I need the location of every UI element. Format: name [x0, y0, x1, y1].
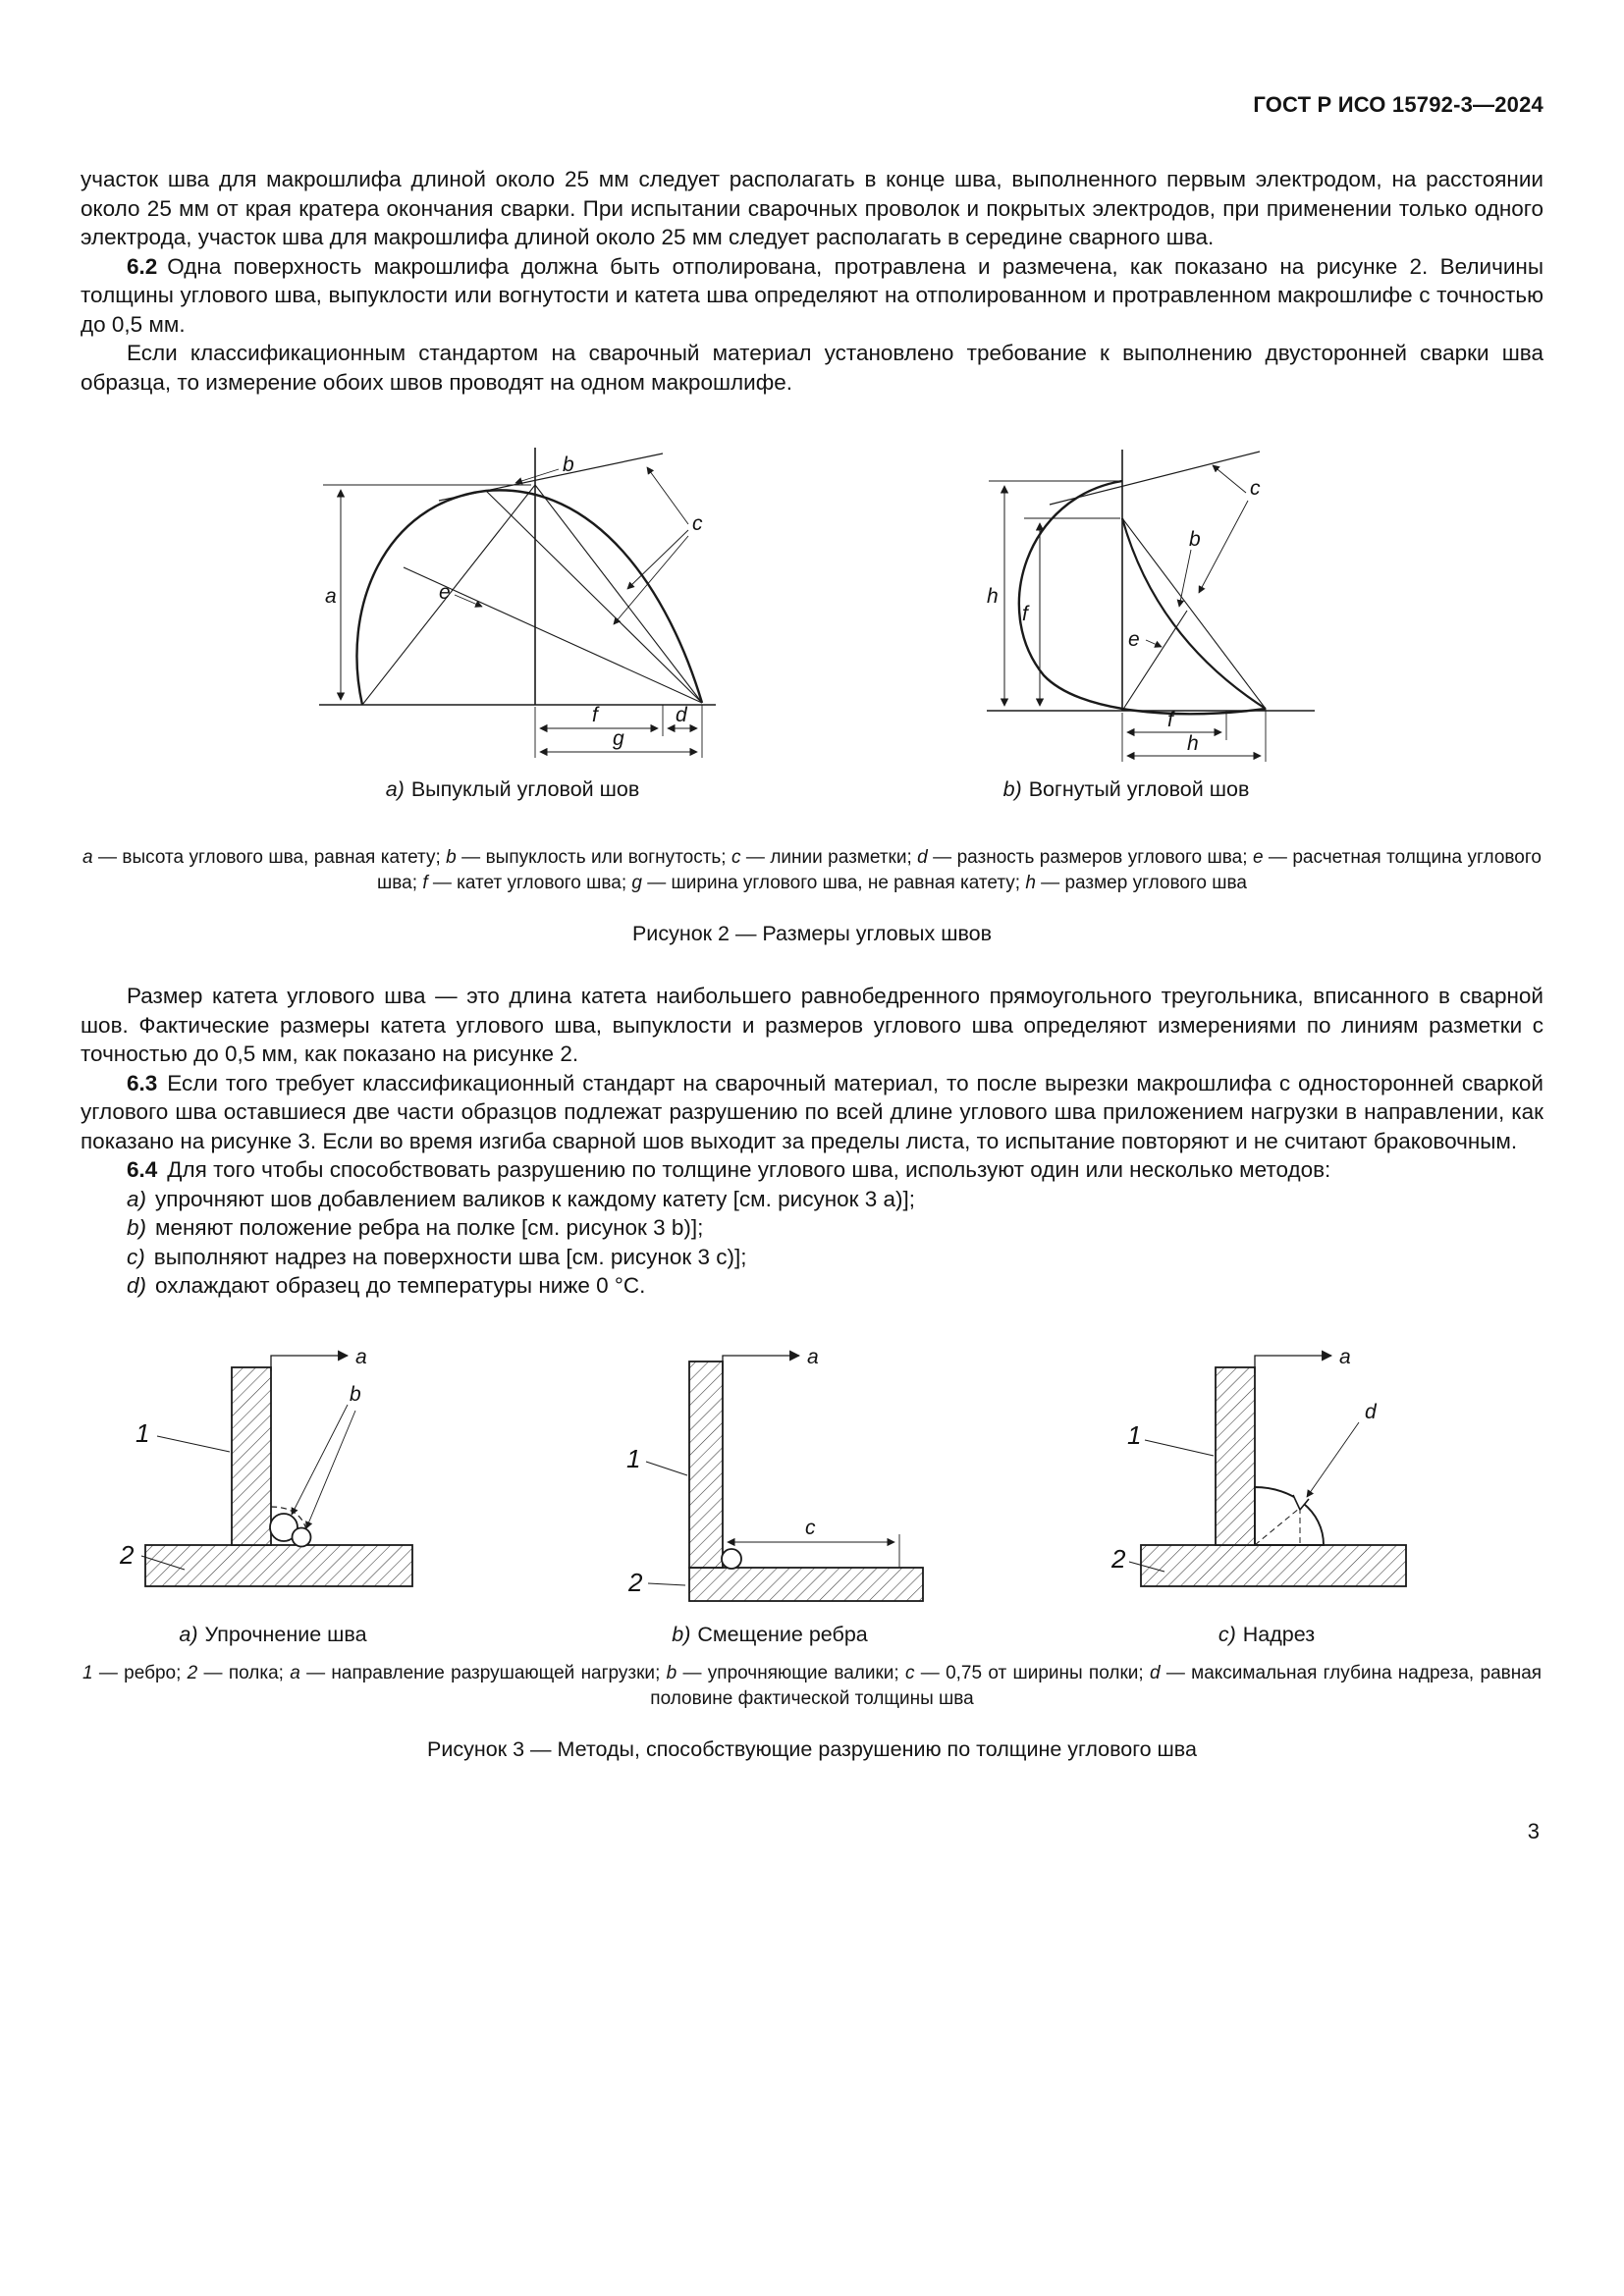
dim-label-b: b — [563, 454, 574, 476]
legend-item: 1 — ребро; — [82, 1662, 188, 1683]
plate-lines — [319, 448, 716, 705]
part-label-2: 2 — [628, 1567, 643, 1597]
legend-item: f — катет углового шва; — [422, 873, 632, 893]
dim-label-c: c — [1250, 477, 1261, 500]
fig3-title: Рисунок 3 — Методы, способствующие разрушению по толщине углового шва — [427, 1736, 1197, 1761]
legend-item: 2 — полка; — [187, 1662, 291, 1683]
dimension-lines — [989, 481, 1266, 762]
dimension-c — [728, 1534, 899, 1568]
fig2-captions — [81, 777, 1543, 802]
dim-label-c: c — [692, 512, 703, 535]
list-item-d: d) охлаждают образец до температуры ниже 0 °С. — [127, 1273, 646, 1298]
leader-lines — [646, 1462, 687, 1585]
dim-label-f: f — [592, 704, 598, 726]
caption-key: c) — [1218, 1622, 1236, 1646]
fig3-diagram-reinforcement — [106, 1342, 440, 1617]
caption-text: Упрочнение шва — [204, 1622, 367, 1646]
weld-beads — [270, 1507, 311, 1547]
clause-number: 6.4 — [127, 1157, 158, 1182]
dim-label-e: e — [439, 581, 451, 604]
caption-key: b) — [1002, 777, 1022, 801]
legend-item: c — линии разметки; — [731, 847, 918, 868]
legend-item: d — максимальная глубина надреза, равная половине фактической толщины шва — [650, 1662, 1543, 1709]
fig2-diagram-convex-weld — [301, 442, 724, 766]
legend-item: d — разность размеров углового шва; — [917, 847, 1253, 868]
dim-label-b: b — [350, 1382, 361, 1406]
fig2-diagram-concave-weld — [930, 442, 1323, 766]
fig3-diagram-notch — [1100, 1342, 1434, 1617]
scribe-lines — [362, 485, 702, 705]
load-arrow — [271, 1356, 348, 1371]
clause-6-4 — [81, 1155, 1543, 1185]
methods-list — [81, 1185, 1543, 1301]
load-arrow — [1255, 1356, 1331, 1373]
caption-text: Надрез — [1242, 1622, 1316, 1646]
clause-6-3 — [81, 1069, 1543, 1156]
legend-item: a — направление разрушающей нагрузки; — [290, 1662, 667, 1683]
legend-item: g — ширина углового шва, не равная катету; — [631, 873, 1026, 893]
weld-outline — [356, 490, 702, 705]
dim-label-c: c — [805, 1516, 816, 1539]
fig2-caption-a — [301, 777, 724, 802]
dim-label-f: f — [1022, 603, 1028, 625]
clause-6-2 — [81, 252, 1543, 340]
dim-label-a: a — [325, 585, 337, 608]
body-paragraph-1: участок шва для макрошлифа длиной около 25 мм следует располагать в конце шва, выполненного первым электродом, на расстоянии около 25 мм от края кратера окончания сварки. При испытании сварочных проволок и покрытых электродов, при применении только одного электрода, участок шва для макрошлифа длиной около 25 мм следует располагать в середине сварного шва. — [81, 167, 1543, 249]
body-paragraph-2: Если классификационным стандартом на сварочный материал установлено требование к выполнению двусторонней сварки шва образца, то измерение обоих швов проводят на одном макрошлифе. — [81, 341, 1543, 395]
dim-label-a: a — [1339, 1345, 1351, 1368]
dim-label-h: h — [987, 585, 999, 608]
weld-bead — [722, 1549, 741, 1569]
part-label-2: 2 — [120, 1539, 135, 1570]
page-number: 3 — [1527, 1818, 1540, 1843]
legend-item: e — расчетная толщина углового шва; — [377, 847, 1542, 893]
dim-label-a: a — [355, 1345, 367, 1368]
fig2-caption-b — [930, 777, 1323, 802]
plate-lines — [987, 450, 1315, 711]
dim-label-a: a — [807, 1345, 819, 1368]
clause-number: 6.3 — [127, 1070, 158, 1095]
dimension-lines — [323, 485, 702, 758]
leader-lines — [1146, 465, 1248, 647]
caption-key: b) — [672, 1622, 691, 1646]
fig3-diagram-rib-offset — [603, 1342, 937, 1617]
dim-label-e: e — [1128, 628, 1140, 651]
caption-key: a) — [179, 1622, 198, 1646]
part-label-1: 1 — [1127, 1419, 1142, 1450]
clause-text: Если того требует классификационный стандарт на сварочный материал, то после вырезки макрошлифа с односторонней сваркой углового шва оставшиеся две части образцов подлежат разрушению по всей длине углового шва приложением нагрузки в направлении, как показано на рисунке 3. Если во время изгиба сварной шов выходит за пределы листа, то испытание повторяют и не считают браковочным. — [81, 1070, 1543, 1153]
caption-text: Смещение ребра — [697, 1622, 868, 1646]
caption-text: Вогнутый угловой шов — [1028, 777, 1250, 801]
fig3-caption-c — [1100, 1623, 1434, 1647]
clause-text: Одна поверхность макрошлифа должна быть отполирована, протравлена и размечена, как показано на рисунке 2. Величины толщины углового шва, выпуклости или вогнутости и катета шва определяют на отполированном и протравленном макрошлифе с точностью до 0,5 мм. — [81, 253, 1543, 337]
clause-text: Для того чтобы способствовать разрушению по толщине углового шва, используют один или несколько методов: — [167, 1157, 1331, 1182]
load-arrow — [723, 1356, 799, 1373]
doc-code: ГОСТ Р ИСО 15792-3—2024 — [1253, 92, 1543, 117]
fig3-caption-a — [106, 1623, 440, 1647]
caption-text: Выпуклый угловой шов — [410, 777, 640, 801]
legend-item: a — высота углового шва, равная катету; — [82, 847, 447, 868]
weld-bead-with-notch — [1255, 1487, 1324, 1545]
legend-item: h — размер углового шва — [1025, 873, 1247, 893]
dim-label-g: g — [613, 727, 624, 750]
dim-label-d: d — [676, 704, 687, 726]
legend-item: b — упрочняющие валики; — [666, 1662, 905, 1683]
legend-item: c — 0,75 от ширины полки; — [904, 1662, 1150, 1683]
fig3-captions — [81, 1623, 1543, 1647]
plates — [145, 1367, 412, 1586]
part-label-1: 1 — [135, 1417, 150, 1448]
part-label-1: 1 — [626, 1443, 641, 1473]
part-label-2: 2 — [1111, 1543, 1126, 1574]
list-item-b: b) меняют положение ребра на полке [см. рисунок 3 b)]; — [127, 1215, 704, 1240]
list-item-a: a) упрочняют шов добавлением валиков к каждому катету [см. рисунок 3 a)]; — [127, 1186, 916, 1211]
clause-number: 6.2 — [127, 253, 158, 279]
fig2-title: Рисунок 2 — Размеры угловых швов — [631, 922, 993, 945]
figure-2 — [81, 442, 1543, 766]
dim-label-b: b — [1189, 528, 1201, 551]
legend-item: b — выпуклость или вогнутость; — [446, 847, 731, 868]
dim-label-d: d — [1365, 1400, 1377, 1423]
list-item-c: c) выполняют надрез на поверхности шва [см. рисунок 3 c)]; — [127, 1244, 747, 1269]
body-paragraph-3: Размер катета углового шва — это длина катета наибольшего равнобедренного прямоугольного треугольника, вписанного в сварной шов. Фактические размеры катета углового шва, выпуклости и размеров углового шва определяют измерениями по линиям разметки с точностью до 0,5 мм, как показано на рисунке 2. — [81, 984, 1543, 1066]
caption-key: a) — [385, 777, 405, 801]
dim-label-f-bottom: f — [1167, 709, 1173, 731]
fig3-caption-b — [603, 1623, 937, 1647]
dim-label-h-bottom: h — [1187, 732, 1199, 755]
figure-3 — [81, 1342, 1543, 1617]
fig3-legend — [81, 1661, 1543, 1712]
fig2-legend — [81, 845, 1543, 896]
